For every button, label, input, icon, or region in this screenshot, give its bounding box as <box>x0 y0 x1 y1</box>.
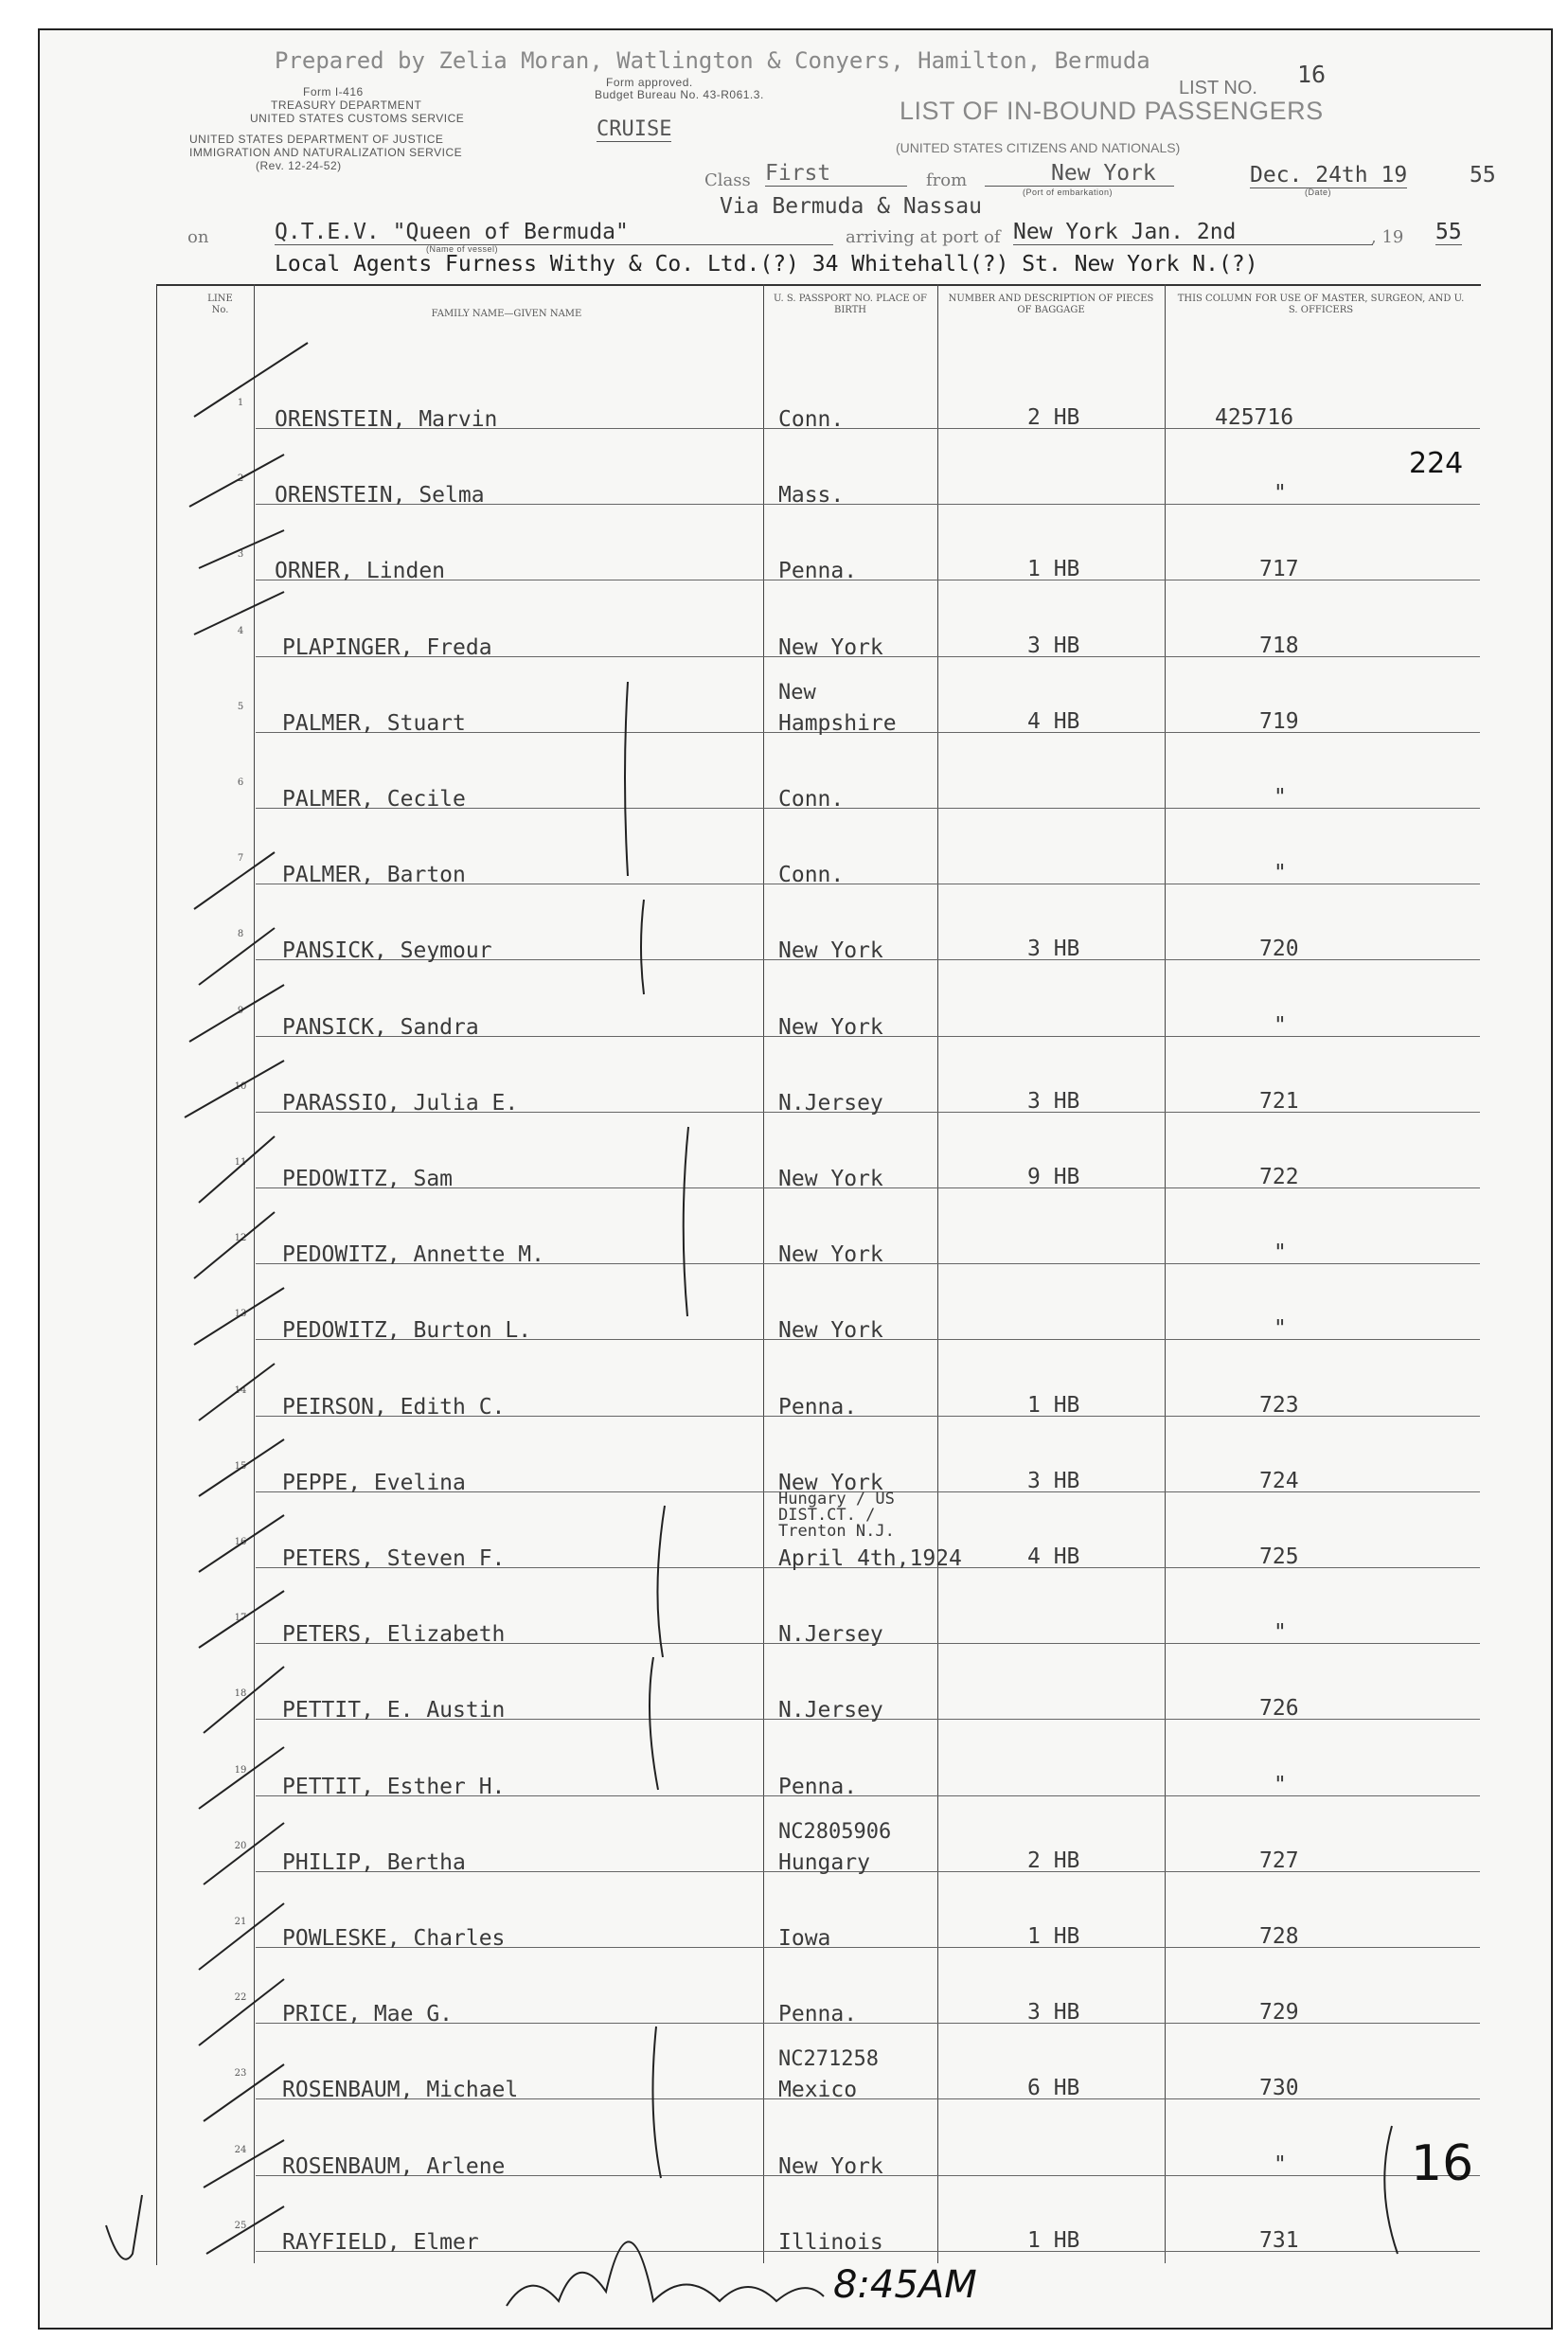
birth-place: Hungary <box>778 1849 870 1875</box>
passenger-name: PETTIT, Esther H. <box>282 1774 506 1799</box>
passenger-name: RAYFIELD, Elmer <box>282 2229 479 2255</box>
baggage-count: 6 HB <box>1027 2076 1080 2101</box>
line-number: 22 <box>234 1992 247 2004</box>
arriving-label: arriving at port of <box>846 227 1001 247</box>
birth-place: Penna. <box>778 1774 858 1799</box>
baggage-count: 3 HB <box>1027 633 1080 658</box>
officer-entry: 730 <box>1259 2076 1299 2101</box>
birth-place: New York <box>778 1470 883 1495</box>
line-number: 21 <box>234 1917 247 1927</box>
officer-entry: " <box>1274 481 1287 507</box>
passenger-name: ROSENBAUM, Arlene <box>282 2153 506 2179</box>
baggage-count: 3 HB <box>1027 937 1080 962</box>
class-value: First <box>765 161 907 187</box>
officer-entry: 731 <box>1259 2227 1299 2253</box>
birth-place: Iowa <box>778 1926 831 1951</box>
officer-entry: 723 <box>1259 1392 1299 1418</box>
list-number-value: 16 <box>1297 61 1327 88</box>
officer-entry: " <box>1274 1620 1287 1646</box>
line-number: 16 <box>234 1537 247 1547</box>
signature-time: 8:45AM <box>833 2263 977 2307</box>
passport-detail: NC271258 <box>778 2047 879 2072</box>
birth-place: Mexico <box>778 2078 858 2103</box>
prepared-by-line: Prepared by Zelia Moran, Watlington & Conyers, Hamilton, Bermuda <box>275 47 1150 74</box>
passenger-name: PEDOWITZ, Sam <box>282 1167 454 1191</box>
passenger-name: PHILIP, Bertha <box>282 1849 466 1875</box>
passenger-name: PETERS, Elizabeth <box>282 1622 506 1648</box>
birth-place: New York <box>778 1242 883 1268</box>
passenger-name: PLAPINGER, Freda <box>282 634 492 660</box>
birth-place: Penna. <box>778 559 858 584</box>
list-number-label: LIST NO. <box>1179 78 1257 98</box>
line-number: 13 <box>234 1309 247 1320</box>
birth-place: Conn. <box>778 407 845 432</box>
route-line: Via Bermuda & Nassau <box>720 194 982 219</box>
departure-date: Dec. 24th 19 <box>1250 163 1408 187</box>
line-number: 23 <box>234 2068 247 2080</box>
departure-year: 55 <box>1470 163 1496 187</box>
line-number: 12 <box>234 1233 247 1244</box>
officer-entry: " <box>1274 861 1287 886</box>
column-divider <box>254 284 255 2263</box>
line-number: 19 <box>234 1764 247 1776</box>
arrival-port-date: New York Jan. 2nd <box>1013 220 1373 245</box>
birth-place: N.Jersey <box>778 1090 883 1116</box>
from-label: from <box>926 170 968 190</box>
birth-place: N.Jersey <box>778 1698 883 1723</box>
passenger-name: ORENSTEIN, Marvin <box>275 407 498 432</box>
vessel-caption: (Name of vessel) <box>426 244 499 254</box>
line-number: 2 <box>237 473 244 485</box>
column-divider <box>1165 284 1166 2263</box>
officer-entry: 720 <box>1259 937 1299 962</box>
passenger-name: PEPPE, Evelina <box>282 1470 466 1495</box>
passenger-name: PALMER, Cecile <box>282 787 466 812</box>
birth-place: New York <box>778 1318 883 1344</box>
line-number: 15 <box>234 1460 247 1472</box>
officer-entry: 726 <box>1259 1696 1299 1722</box>
line-number: 4 <box>237 625 244 636</box>
birth-place: New York <box>778 938 883 964</box>
officer-entry: 729 <box>1259 2000 1299 2026</box>
date-caption: (Date) <box>1305 187 1332 197</box>
passenger-name: POWLESKE, Charles <box>282 1926 506 1951</box>
arrival-year: 55 <box>1435 220 1462 244</box>
passenger-name: PANSICK, Seymour <box>282 938 492 964</box>
passenger-name: ORENSTEIN, Selma <box>275 483 485 509</box>
officer-entry: 719 <box>1259 708 1299 734</box>
passport-detail: New <box>778 680 816 705</box>
officer-entry: " <box>1274 1012 1287 1038</box>
immigration-service: IMMIGRATION AND NATURALIZATION SERVICE <box>189 146 463 159</box>
line-number: 8 <box>237 929 244 940</box>
line-number: 10 <box>234 1080 247 1092</box>
birth-place: New York <box>778 634 883 660</box>
baggage-count: 2 HB <box>1027 1848 1080 1873</box>
header-officers: THIS COLUMN FOR USE OF MASTER, SURGEON, AND U. S. OFFICERS <box>1177 294 1465 315</box>
passport-detail: NC2805906 <box>778 1819 892 1844</box>
passenger-name: PARASSIO, Julia E. <box>282 1090 519 1116</box>
officer-entry: 425716 <box>1215 405 1294 430</box>
form-approved: Form approved. <box>606 76 693 89</box>
margin-number: 16 <box>1411 2135 1474 2192</box>
officer-entry: 722 <box>1259 1165 1299 1189</box>
local-agents-line: Local Agents Furness Withy & Co. Ltd.(?) 34 Whitehall(?) St. New York N.(?) <box>275 252 1258 277</box>
passenger-name: PEDOWITZ, Burton L. <box>282 1318 532 1344</box>
passenger-name: PEDOWITZ, Annette M. <box>282 1242 544 1268</box>
line-number: 3 <box>237 549 244 561</box>
officer-entry: 728 <box>1259 1924 1299 1949</box>
customs-service: UNITED STATES CUSTOMS SERVICE <box>250 112 465 125</box>
line-number: 17 <box>234 1613 247 1624</box>
officer-entry: " <box>1274 1772 1287 1797</box>
baggage-count: 9 HB <box>1027 1165 1080 1189</box>
header-baggage: NUMBER AND DESCRIPTION OF PIECES OF BAGGAGE <box>948 294 1154 315</box>
on-label: on <box>187 227 209 247</box>
header-family-name: FAMILY NAME—GIVEN NAME <box>431 309 582 319</box>
column-divider <box>763 284 764 2263</box>
passenger-name: PETERS, Steven F. <box>282 1546 506 1571</box>
baggage-count: 3 HB <box>1027 2000 1080 2026</box>
baggage-count: 3 HB <box>1027 1088 1080 1114</box>
line-number: 20 <box>234 1840 247 1851</box>
passenger-name: ROSENBAUM, Michael <box>282 2078 519 2103</box>
passenger-name: PALMER, Stuart <box>282 710 466 736</box>
officer-entry: 724 <box>1259 1468 1299 1493</box>
passenger-name: PEIRSON, Edith C. <box>282 1394 506 1419</box>
passenger-name: ORNER, Linden <box>275 559 446 584</box>
baggage-count: 1 HB <box>1027 557 1080 582</box>
list-title: LIST OF IN-BOUND PASSENGERS <box>900 97 1324 125</box>
line-number: 9 <box>237 1005 244 1016</box>
line-number: 7 <box>237 853 244 865</box>
officer-entry: " <box>1274 785 1287 810</box>
baggage-count: 1 HB <box>1027 2227 1080 2253</box>
birth-place: New York <box>778 1014 883 1040</box>
baggage-count: 2 HB <box>1027 405 1080 430</box>
line-number: 6 <box>237 777 244 788</box>
officer-entry: 727 <box>1259 1848 1299 1873</box>
birth-place: N.Jersey <box>778 1622 883 1648</box>
vessel-name: Q.T.E.V. "Queen of Bermuda" <box>275 220 833 245</box>
column-divider <box>937 284 938 2263</box>
class-label: Class <box>704 170 751 190</box>
embarkation-port-value: New York <box>985 161 1174 187</box>
line-number: 11 <box>234 1157 247 1168</box>
line-number: 1 <box>237 398 244 408</box>
line-number: 14 <box>234 1384 247 1396</box>
birth-place: April 4th,1924 <box>778 1546 962 1571</box>
birth-place: Illinois <box>778 2229 883 2255</box>
passenger-name: PANSICK, Sandra <box>282 1014 479 1040</box>
baggage-count: 4 HB <box>1027 1544 1080 1569</box>
arrival-year-prefix: , 19 <box>1371 227 1404 247</box>
baggage-count: 4 HB <box>1027 708 1080 734</box>
baggage-count: 1 HB <box>1027 1392 1080 1418</box>
line-number: 5 <box>237 701 244 712</box>
list-subtitle: (UNITED STATES CITIZENS AND NATIONALS) <box>896 140 1181 155</box>
passport-detail: Hungary / US DIST.CT. / Trenton N.J. <box>778 1490 895 1541</box>
birth-place: New York <box>778 2153 883 2179</box>
officer-entry: " <box>1274 1316 1287 1342</box>
birth-place: New York <box>778 1167 883 1191</box>
officer-entry: 717 <box>1259 557 1299 582</box>
line-number: 24 <box>234 2144 247 2155</box>
passenger-name: PETTIT, E. Austin <box>282 1698 506 1723</box>
form-number: Form I-416 <box>303 85 364 98</box>
budget-bureau-number: Budget Bureau No. 43-R061.3. <box>595 88 764 101</box>
treasury-department: TREASURY DEPARTMENT <box>271 98 422 112</box>
officer-entry: 725 <box>1259 1544 1299 1569</box>
birth-place: Mass. <box>778 483 845 509</box>
birth-place: Penna. <box>778 2002 858 2027</box>
baggage-count: 1 HB <box>1027 1924 1080 1949</box>
passenger-name: PRICE, Mae G. <box>282 2002 454 2027</box>
department-of-justice: UNITED STATES DEPARTMENT OF JUSTICE <box>189 133 444 146</box>
line-number: 25 <box>234 2220 247 2231</box>
birth-place: Penna. <box>778 1394 858 1419</box>
birth-place: Conn. <box>778 787 845 812</box>
officer-entry: " <box>1274 2152 1287 2177</box>
officer-entry: 718 <box>1259 633 1299 658</box>
passenger-name: PALMER, Barton <box>282 863 466 888</box>
handwritten-page-number: 224 <box>1409 447 1464 480</box>
officer-entry: 721 <box>1259 1088 1299 1114</box>
line-number: 18 <box>234 1688 247 1700</box>
baggage-count: 3 HB <box>1027 1468 1080 1493</box>
birth-place: Conn. <box>778 863 845 888</box>
officer-entry: " <box>1274 1241 1287 1266</box>
header-passport: U. S. PASSPORT NO. PLACE OF BIRTH <box>774 294 927 315</box>
birth-place: Hampshire <box>778 710 897 736</box>
cruise-label: CRUISE <box>597 117 672 141</box>
form-revision: (Rev. 12-24-52) <box>256 159 342 172</box>
header-line-no: LINE No. <box>207 294 233 315</box>
port-caption: (Port of embarkation) <box>1023 187 1114 197</box>
